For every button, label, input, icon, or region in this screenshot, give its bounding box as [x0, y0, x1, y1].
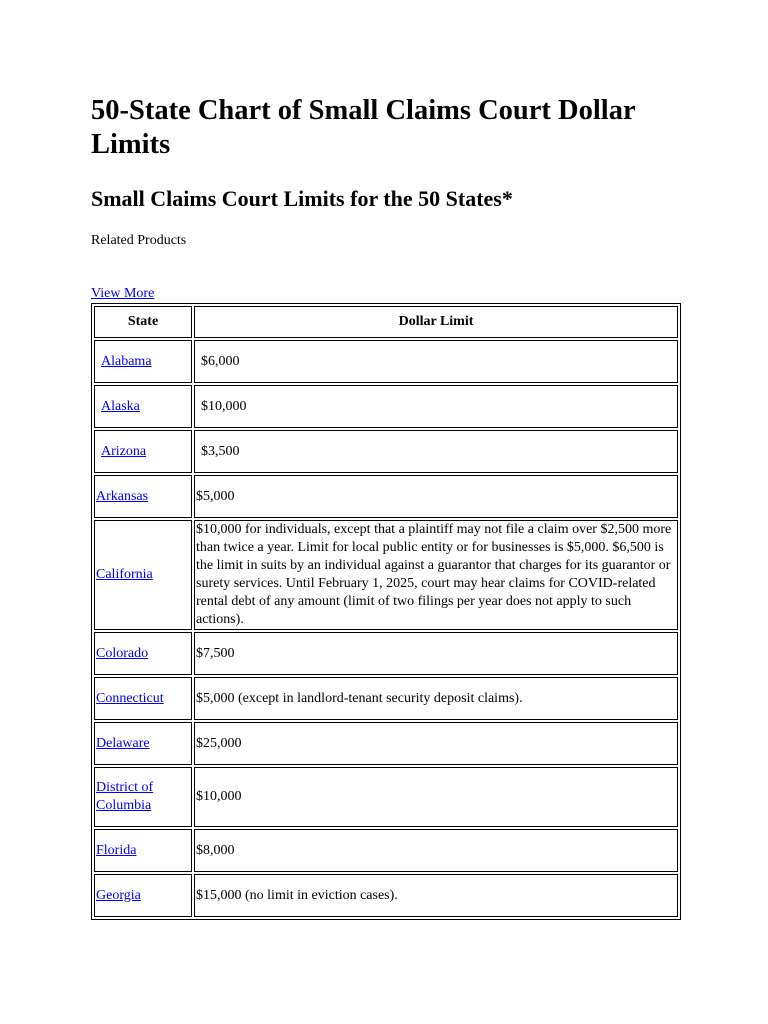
limit-cell: $25,000 [194, 722, 678, 765]
state-link-district-of-columbia[interactable]: District of Columbia [96, 780, 154, 813]
page-title: 50-State Chart of Small Claims Court Dollar Limits [91, 95, 636, 160]
state-cell [94, 430, 192, 473]
view-more-link[interactable]: View More [91, 286, 155, 301]
limit-cell: $15,000 (no limit in eviction cases). [194, 874, 678, 917]
state-link-georgia[interactable]: Georgia [96, 887, 141, 903]
limit-cell: $10,000 [194, 767, 678, 827]
limit-cell: $10,000 [194, 385, 678, 428]
table-row [94, 722, 678, 765]
state-cell [94, 829, 192, 872]
limit-cell: $3,500 [194, 430, 678, 473]
table-row [94, 829, 678, 872]
limit-cell: $5,000 (except in landlord-tenant security deposit claims). [194, 677, 678, 720]
state-cell [94, 475, 192, 518]
limit-cell: $5,000 [194, 475, 678, 518]
state-link-alabama[interactable]: Alabama [101, 353, 152, 369]
dollar-limit-column-header: Dollar Limit [194, 306, 678, 338]
state-link-connecticut[interactable]: Connecticut [96, 690, 164, 706]
state-cell [94, 677, 192, 720]
state-link-colorado[interactable]: Colorado [96, 645, 149, 661]
table-row [94, 677, 678, 720]
table-row [94, 475, 678, 518]
state-column-header: State [94, 306, 192, 338]
state-cell [94, 722, 192, 765]
limit-cell: $7,500 [194, 632, 678, 675]
state-cell [94, 340, 192, 383]
table-row [94, 874, 678, 917]
table-row [94, 430, 678, 473]
state-link-florida[interactable]: Florida [96, 842, 137, 858]
table-header-row [94, 306, 678, 338]
state-cell [94, 767, 192, 827]
limit-cell: $6,000 [194, 340, 678, 383]
table-row [94, 340, 678, 383]
table-row [94, 520, 678, 630]
limit-cell: $10,000 for individuals, except that a plaintiff may not file a claim over $2,500 more than twice a year. Limit for local public entity or for businesses is $5,000. $6,500 is the limit in suits by an individual against a guarantor that charges for its guarantor or surety services. Until February 1, 2025, court may hear claims for COVID-related rental debt of any amount (limit of two filings per year does not apply to such actions). [194, 520, 678, 630]
state-link-arizona[interactable]: Arizona [101, 443, 147, 459]
state-link-alaska[interactable]: Alaska [101, 398, 140, 414]
state-cell [94, 520, 192, 630]
state-link-california[interactable]: California [96, 567, 153, 582]
state-cell [94, 874, 192, 917]
state-link-delaware[interactable]: Delaware [96, 735, 150, 751]
state-cell [94, 632, 192, 675]
page-subtitle: Small Claims Court Limits for the 50 States* [91, 186, 513, 211]
table-row [94, 632, 678, 675]
table-row [94, 385, 678, 428]
small-claims-limits-table [91, 303, 681, 920]
state-cell [94, 385, 192, 428]
state-link-arkansas[interactable]: Arkansas [96, 488, 149, 504]
related-products-label: Related Products [91, 233, 187, 248]
table-row [94, 767, 678, 827]
limit-cell: $8,000 [194, 829, 678, 872]
